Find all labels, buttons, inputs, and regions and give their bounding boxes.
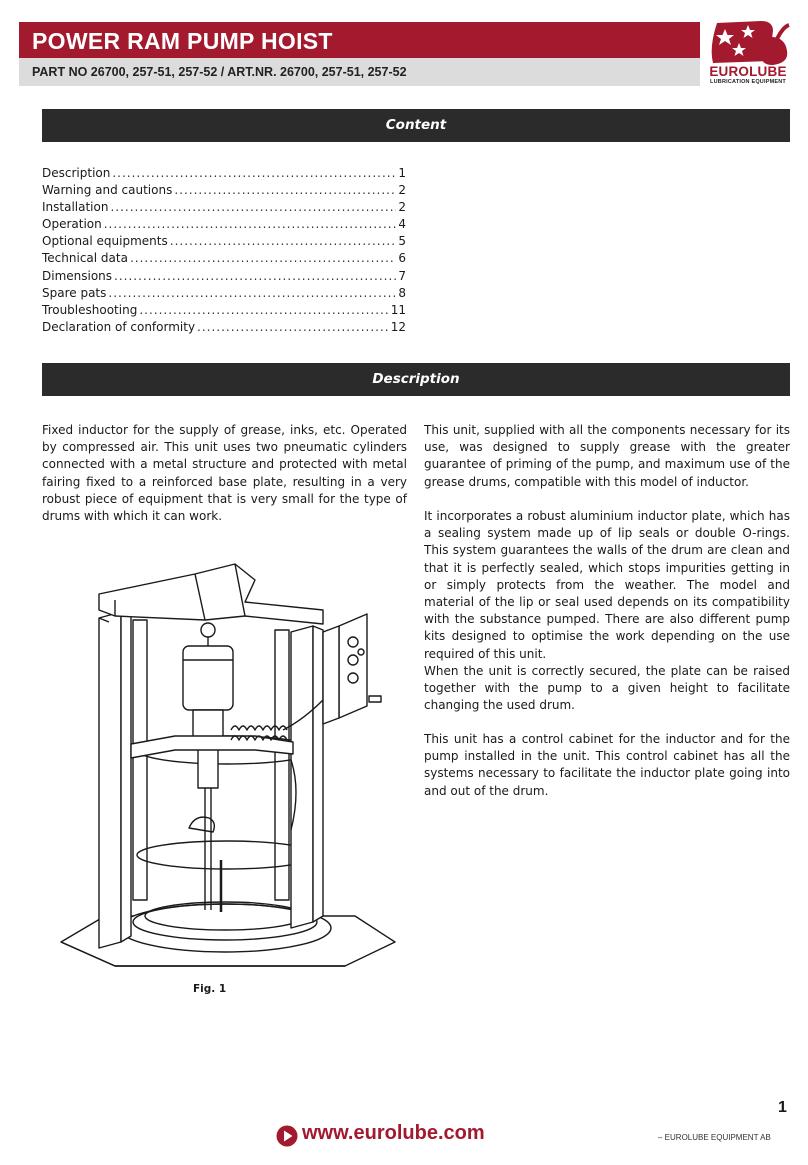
content-heading: Content (42, 109, 790, 142)
logo-wordmark: EUROLUBE (709, 64, 787, 79)
description-paragraph: Fixed inductor for the supply of grease, inks, etc. Operated by compressed air. This unit uses two pneumatic cylinders connected with a metal structure and protected with metal fairing fixed to a reinforced base plate, resulting in a very robust piece of equipment that is very small for the type of drums with which it can work. (42, 423, 407, 524)
description-paragraph: This unit, supplied with all the components necessary for its use, was designed to supply grease with the greater guarantee of priming of the pump, and maximum use of the grease drums, compatible with this model of inductor. (424, 423, 790, 489)
toc-entry[interactable]: Dimensions ..... 7 (42, 269, 406, 286)
part-numbers: PART NO 26700, 257-51, 257-52 / ART.NR. 26700, 257-51, 257-52 (32, 65, 407, 79)
description-paragraph: It incorporates a robust aluminium inductor plate, which has a sealing system made up of lip seals or double O-rings. This system guarantees the walls of the drum are clean and that it is perfectly sealed, which stops impurities getting in or simply protects from the weather. The model and material of the lip or seal used depends on its compatibility with the substance pumped. There are also different pump kits designed to optimise the work depending on the use required of this unit. (424, 509, 790, 661)
toc-entry[interactable]: Operation ..... 4 (42, 217, 406, 234)
toc-entry[interactable]: Warning and cautions ..... 2 (42, 183, 406, 200)
document-title: POWER RAM PUMP HOIST (32, 28, 333, 54)
table-of-contents (42, 166, 406, 337)
footer-company: – EUROLUBE EQUIPMENT AB (658, 1133, 771, 1142)
toc-entry[interactable]: Description ..... 1 (42, 166, 406, 183)
toc-entry[interactable]: Optional equipments ..... 5 (42, 234, 406, 251)
description-heading: Description (42, 363, 790, 396)
toc-entry[interactable]: Troubleshooting ..... 11 (42, 303, 406, 320)
description-paragraph: When the unit is correctly secured, the plate can be raised together with the pump to a given height to facilitate changing the used drum. (424, 664, 790, 713)
website-link[interactable]: www.eurolube.com (302, 1122, 485, 1144)
figure-caption: Fig. 1 (193, 983, 227, 995)
page-number: 1 (778, 1099, 787, 1116)
toc-entry[interactable]: Declaration of conformity ..... 12 (42, 320, 406, 337)
pump-hoist-figure (55, 560, 400, 980)
logo-tagline: LUBRICATION EQUIPMENT (710, 79, 786, 85)
toc-entry[interactable]: Installation ..... 2 (42, 200, 406, 217)
description-paragraph: This unit has a control cabinet for the inductor and for the pump installed in the unit. This control cabinet has all the systems necessary to facilitate the inductor plate going into and out of the drum. (424, 732, 790, 798)
toc-entry[interactable]: Spare pats ..... 8 (42, 286, 406, 303)
play-arrow-icon (276, 1125, 298, 1147)
toc-entry[interactable]: Technical data ..... 6 (42, 251, 406, 268)
